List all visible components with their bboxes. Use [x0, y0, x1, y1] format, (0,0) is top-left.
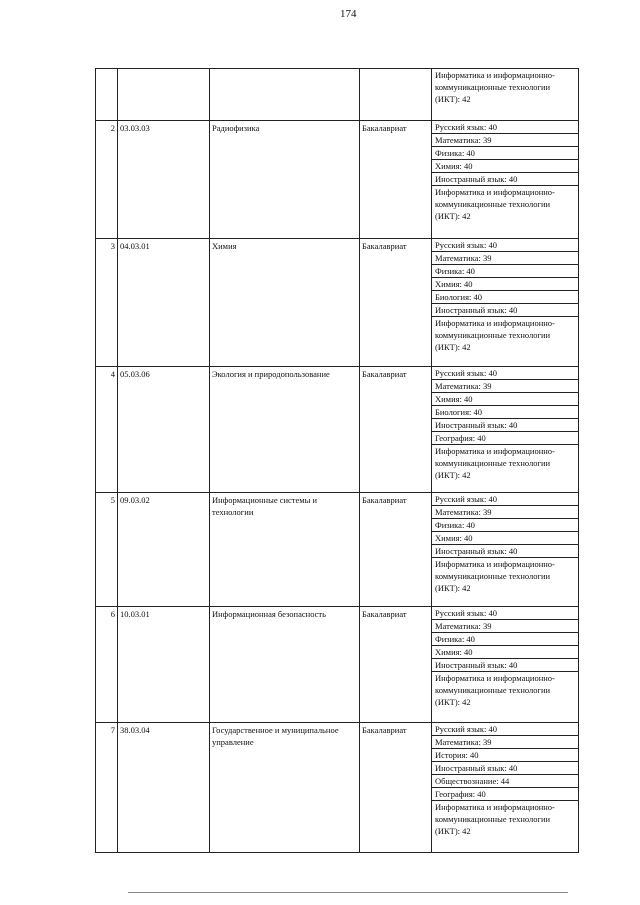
entrance-exams-cell — [432, 367, 579, 493]
table-row — [96, 493, 579, 607]
exam-subject: Физика: 40 — [432, 147, 578, 160]
exam-subject: Русский язык: 40 — [432, 493, 578, 506]
exam-subject: Иностранный язык: 40 — [432, 659, 578, 672]
table-row — [96, 723, 579, 853]
exam-subject: География: 40 — [432, 788, 578, 801]
specialties-table — [95, 68, 579, 853]
page-number: 174 — [340, 8, 357, 20]
exam-subject: Иностранный язык: 40 — [432, 419, 578, 432]
page-bottom-line — [128, 892, 568, 893]
exam-subject: Химия: 40 — [432, 532, 578, 545]
program-code: 10.03.01 — [118, 607, 210, 723]
education-level: Бакалавриат — [360, 607, 432, 723]
program-code: 05.03.06 — [118, 367, 210, 493]
exam-subject: Информатика и информационно-коммуникационные технологии (ИКТ): 42 — [435, 318, 555, 352]
exam-subject: Химия: 40 — [432, 393, 578, 406]
exam-subject: Информатика и информационно-коммуникационные технологии (ИКТ): 42 — [435, 70, 555, 104]
exam-subject: Обществознание: 44 — [432, 775, 578, 788]
program-name: Информационная безопасность — [210, 607, 360, 723]
row-number: 5 — [96, 493, 118, 607]
exam-subject: Русский язык: 40 — [432, 723, 578, 736]
exam-subject: Русский язык: 40 — [432, 367, 578, 380]
education-level: Бакалавриат — [360, 239, 432, 367]
exam-subject: Иностранный язык: 40 — [432, 545, 578, 558]
exam-subject: Биология: 40 — [432, 406, 578, 419]
table-row — [96, 239, 579, 367]
exam-subject: Химия: 40 — [432, 278, 578, 291]
education-level — [360, 69, 432, 121]
exam-subject: Информатика и информационно-коммуникационные технологии (ИКТ): 42 — [435, 446, 555, 480]
exam-subject: Математика: 39 — [432, 134, 578, 147]
exam-subject: Русский язык: 40 — [432, 239, 578, 252]
exam-subject: Математика: 39 — [432, 506, 578, 519]
program-name — [210, 69, 360, 121]
exam-subject: Математика: 39 — [432, 620, 578, 633]
education-level: Бакалавриат — [360, 493, 432, 607]
exam-subject: Информатика и информационно-коммуникационные технологии (ИКТ): 42 — [435, 559, 555, 593]
exam-subject: Химия: 40 — [432, 646, 578, 659]
row-number: 7 — [96, 723, 118, 853]
entrance-exams-cell — [432, 69, 579, 121]
entrance-exams-cell — [432, 607, 579, 723]
row-number: 6 — [96, 607, 118, 723]
program-code: 03.03.03 — [118, 121, 210, 239]
exam-subject: Иностранный язык: 40 — [432, 762, 578, 775]
row-number: 3 — [96, 239, 118, 367]
program-code: 09.03.02 — [118, 493, 210, 607]
table-row — [96, 121, 579, 239]
entrance-exams-cell — [432, 121, 579, 239]
entrance-exams-cell — [432, 239, 579, 367]
table-row — [96, 367, 579, 493]
exam-subject: Биология: 40 — [432, 291, 578, 304]
exam-subject: Физика: 40 — [432, 265, 578, 278]
exam-subject: Физика: 40 — [432, 633, 578, 646]
entrance-exams-cell — [432, 493, 579, 607]
exam-subject: Иностранный язык: 40 — [432, 173, 578, 186]
table-body — [96, 69, 579, 853]
entrance-exams-cell — [432, 723, 579, 853]
exam-subject: География: 40 — [432, 432, 578, 445]
program-code — [118, 69, 210, 121]
exam-subject: Математика: 39 — [432, 252, 578, 265]
row-number: 4 — [96, 367, 118, 493]
program-name: Химия — [210, 239, 360, 367]
exam-subject: История: 40 — [432, 749, 578, 762]
exam-subject: Математика: 39 — [432, 736, 578, 749]
education-level: Бакалавриат — [360, 121, 432, 239]
exam-subject: Информатика и информационно-коммуникационные технологии (ИКТ): 42 — [435, 187, 555, 221]
exam-subject: Химия: 40 — [432, 160, 578, 173]
program-code: 04.03.01 — [118, 239, 210, 367]
program-name: Экология и природопользование — [210, 367, 360, 493]
row-number: 2 — [96, 121, 118, 239]
program-code: 38.03.04 — [118, 723, 210, 853]
program-name: Государственное и муниципальное управление — [210, 723, 360, 853]
education-level: Бакалавриат — [360, 723, 432, 853]
exam-subject: Русский язык: 40 — [432, 121, 578, 134]
exam-subject: Иностранный язык: 40 — [432, 304, 578, 317]
table-row — [96, 607, 579, 723]
education-level: Бакалавриат — [360, 367, 432, 493]
exam-subject: Информатика и информационно-коммуникационные технологии (ИКТ): 42 — [435, 673, 555, 707]
exam-subject: Математика: 39 — [432, 380, 578, 393]
exam-subject: Информатика и информационно-коммуникационные технологии (ИКТ): 42 — [435, 802, 555, 836]
program-name: Информационные системы и технологии — [210, 493, 360, 607]
program-name: Радиофизика — [210, 121, 360, 239]
exam-subject: Физика: 40 — [432, 519, 578, 532]
table-row — [96, 69, 579, 121]
exam-subject: Русский язык: 40 — [432, 607, 578, 620]
row-number — [96, 69, 118, 121]
